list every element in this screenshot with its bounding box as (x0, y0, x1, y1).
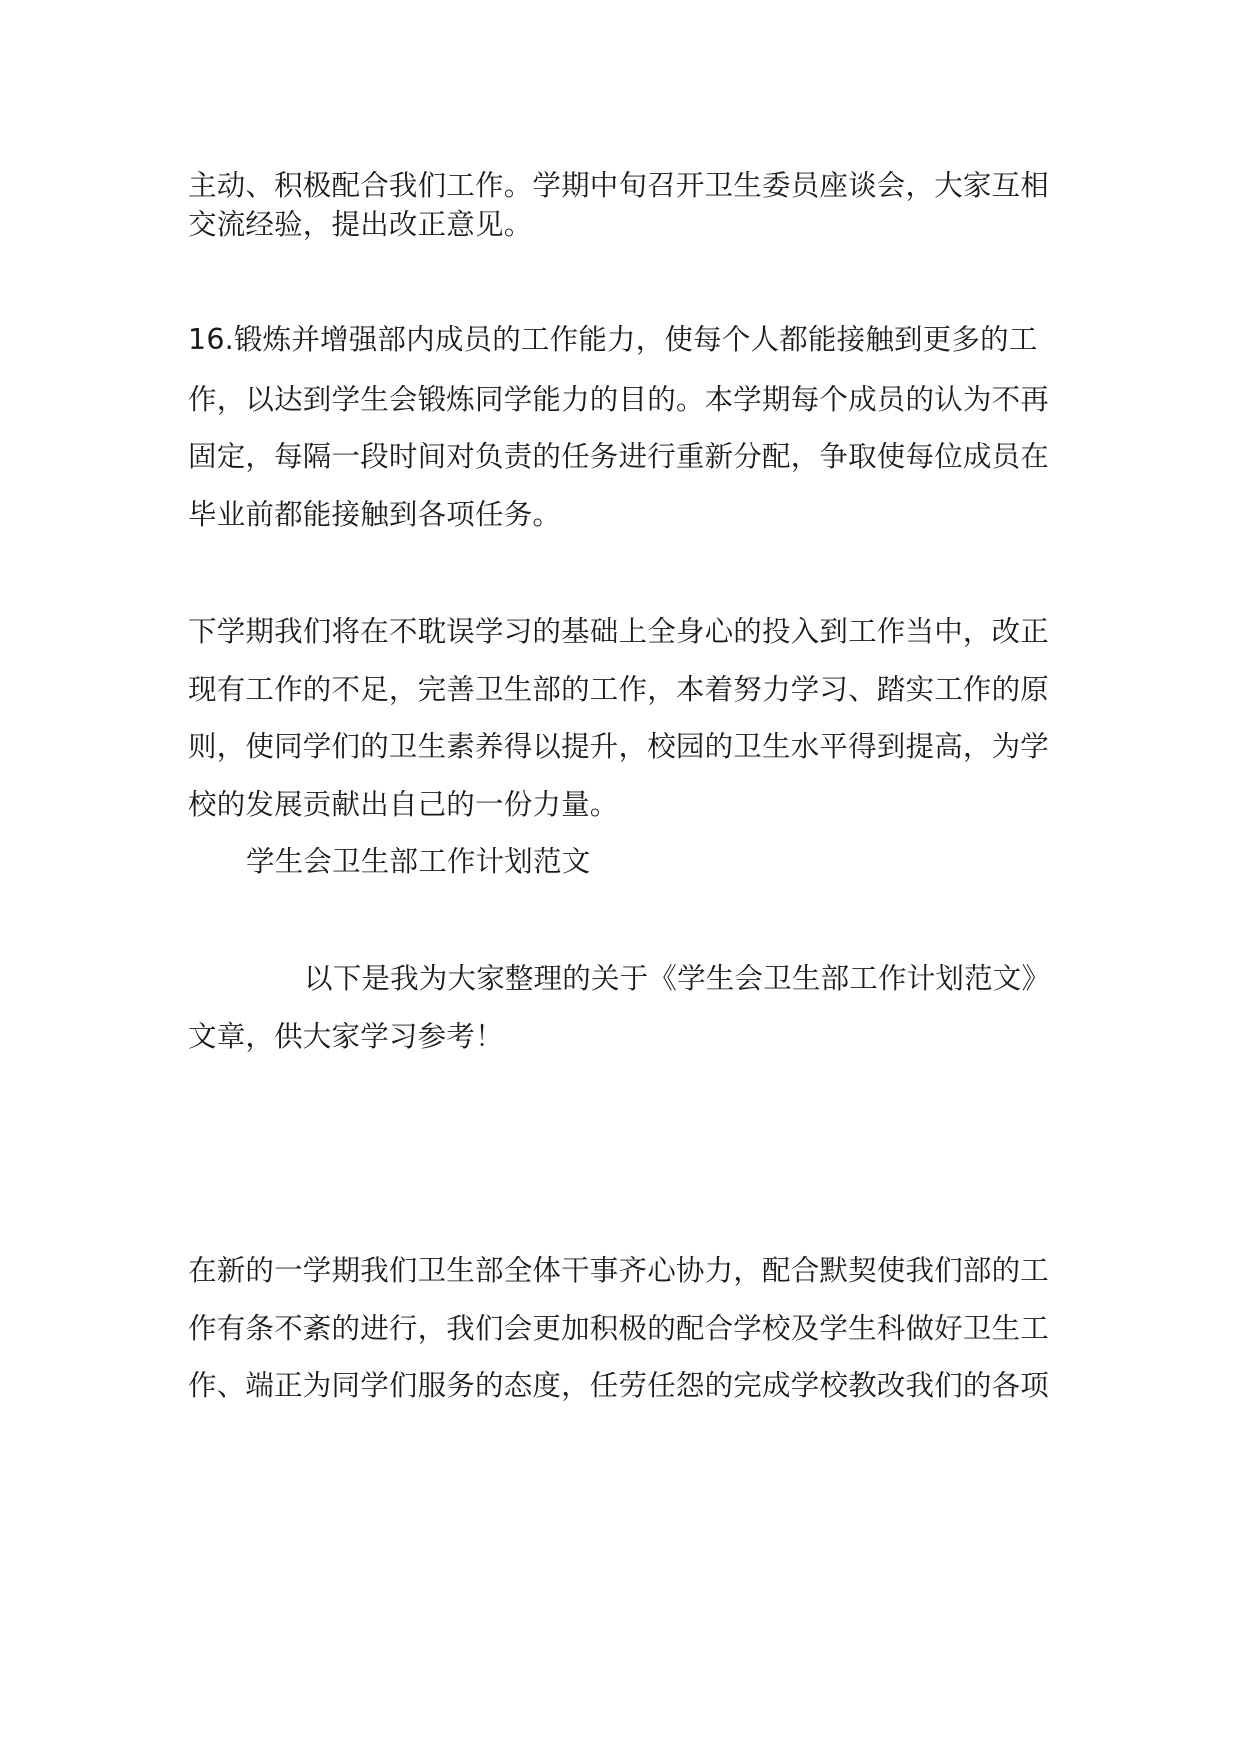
paragraph-line: 作，以达到学生会锻炼同学能力的目的。本学期每个成员的认为不再 (188, 383, 1050, 416)
paragraph-line: 作、端正为同学们服务的态度，任劳任怨的完成学校教改我们的各项 (188, 1369, 1050, 1402)
paragraph-line: 作有条不紊的进行，我们会更加积极的配合学校及学生科做好卫生工 (188, 1312, 1050, 1345)
paragraph-line: 固定，每隔一段时间对负责的任务进行重新分配，争取使每位成员在 (188, 440, 1050, 473)
paragraph-line: 交流经验，提出改正意见。 (188, 208, 533, 241)
paragraph-line: 下学期我们将在不耽误学习的基础上全身心的投入到工作当中，改正 (188, 615, 1050, 648)
paragraph-line: 主动、积极配合我们工作。学期中旬召开卫生委员座谈会，大家互相 (188, 169, 1050, 202)
paragraph-line: 16.锻炼并增强部内成员的工作能力，使每个人都能接触到更多的工 (188, 323, 1038, 356)
section-heading: 学生会卫生部工作计划范文 (246, 845, 591, 878)
paragraph-line: 在新的一学期我们卫生部全体干事齐心协力，配合默契使我们部的工 (188, 1254, 1050, 1287)
paragraph-line: 校的发展贡献出自己的一份力量。 (188, 788, 619, 821)
paragraph-line: 毕业前都能接触到各项任务。 (188, 498, 562, 531)
paragraph-line: 则，使同学们的卫生素养得以提升，校园的卫生水平得到提高，为学 (188, 730, 1050, 763)
paragraph-line: 现有工作的不足，完善卫生部的工作，本着努力学习、踏实工作的原 (188, 673, 1050, 706)
paragraph-line: 文章，供大家学习参考！ (188, 1020, 504, 1053)
paragraph-line: 以下是我为大家整理的关于《学生会卫生部工作计划范文》 (304, 962, 1051, 995)
